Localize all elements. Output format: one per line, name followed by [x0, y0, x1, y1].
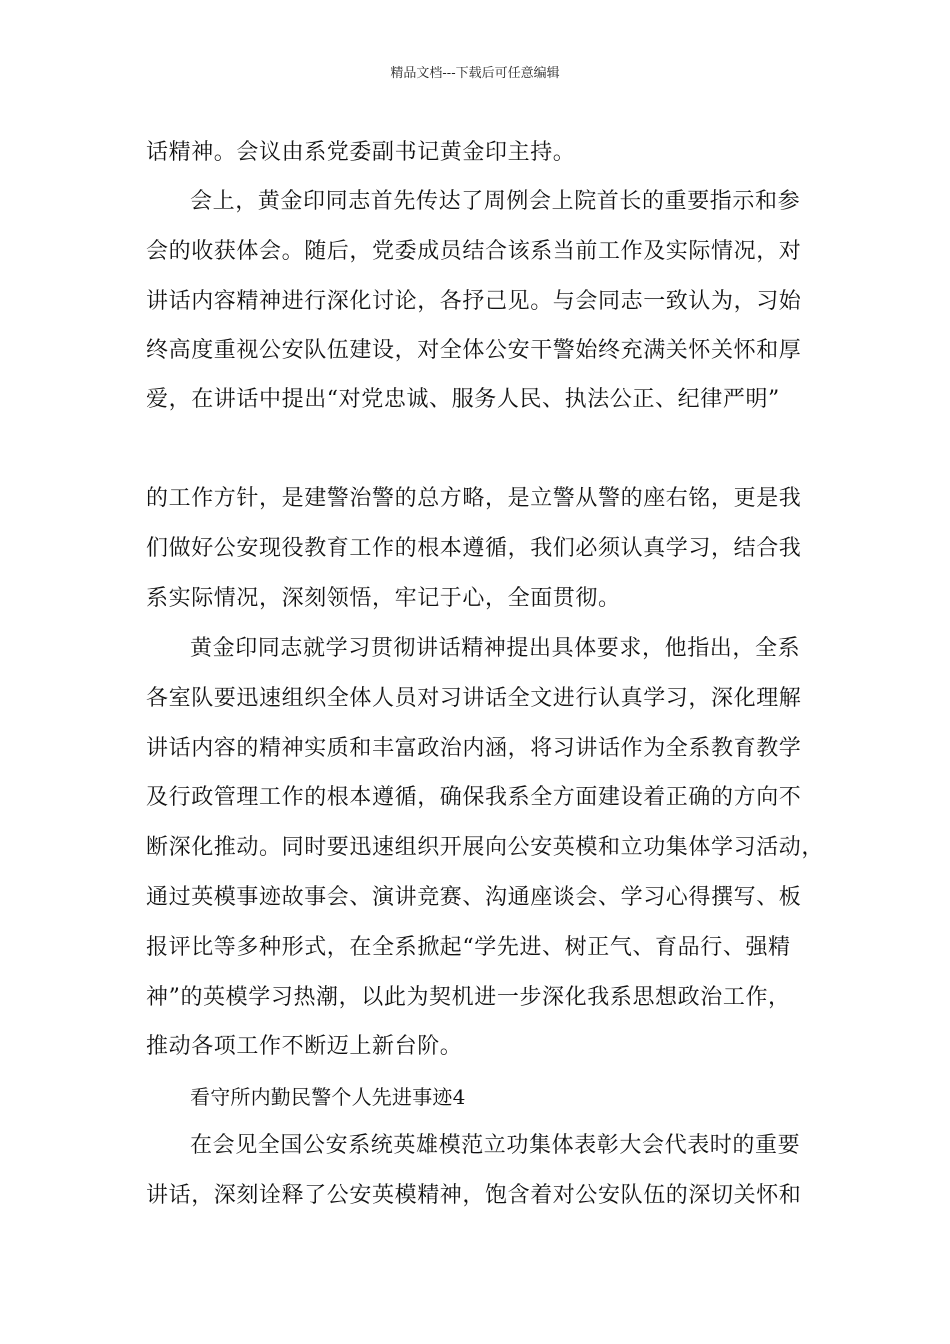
- text-line: 通过英模事迹故事会、演讲竞赛、沟通座谈会、学习心得撰写、板: [146, 885, 802, 910]
- text-line: 黄金印同志就学习贯彻讲话精神提出具体要求，他指出，全系: [190, 636, 801, 661]
- text-line: 讲话，深刻诠释了公安英模精神，饱含着对公安队伍的深切关怀和: [146, 1183, 802, 1208]
- text-line: 的工作方针，是建警治警的总方略，是立警从警的座右铭，更是我: [146, 486, 802, 511]
- page-header: 精品文档---下载后可任意编辑: [390, 66, 560, 81]
- text-line: 及行政管理工作的根本遵循，确保我系全方面建设着正确的方向不: [146, 785, 802, 810]
- text-line: 断深化推动。同时要迅速组织开展向公安英模和立功集体学习活动，: [146, 835, 825, 860]
- text-line: 各室队要迅速组织全体人员对习讲话全文进行认真学习，深化理解: [146, 686, 802, 711]
- text-line: 会的收获体会。随后，党委成员结合该系当前工作及实际情况，对: [146, 239, 802, 264]
- text-line: 讲话内容的精神实质和丰富政治内涵，将习讲话作为全系教育教学: [146, 736, 802, 761]
- text-line: 讲话内容精神进行深化讨论，各抒己见。与会同志一致认为，习始: [146, 289, 802, 314]
- section-heading: 看守所内勤民警个人先进事迹4: [190, 1085, 466, 1109]
- text-line: 话精神。会议由系党委副书记黄金印主持。: [146, 140, 576, 165]
- text-line: 在会见全国公安系统英雄模范立功集体表彰大会代表时的重要: [190, 1133, 801, 1158]
- text-line: 推动各项工作不断迈上新台阶。: [146, 1034, 463, 1059]
- text-line: 系实际情况，深刻领悟，牢记于心，全面贯彻。: [146, 586, 621, 611]
- text-line: 爱，在讲话中提出“对党忠诚、服务人民、执法公正、纪律严明”: [146, 387, 780, 412]
- text-line: 会上，黄金印同志首先传达了周例会上院首长的重要指示和参: [190, 189, 801, 214]
- text-line: 神”的英模学习热潮，以此为契机进一步深化我系思想政治工作，: [146, 985, 791, 1010]
- text-line: 终高度重视公安队伍建设，对全体公安干警始终充满关怀关怀和厚: [146, 338, 802, 363]
- text-line: 报评比等多种形式，在全系掀起“学先进、树正气、育品行、强精: [146, 935, 791, 960]
- text-line: 们做好公安现役教育工作的根本遵循，我们必须认真学习，结合我: [146, 536, 802, 561]
